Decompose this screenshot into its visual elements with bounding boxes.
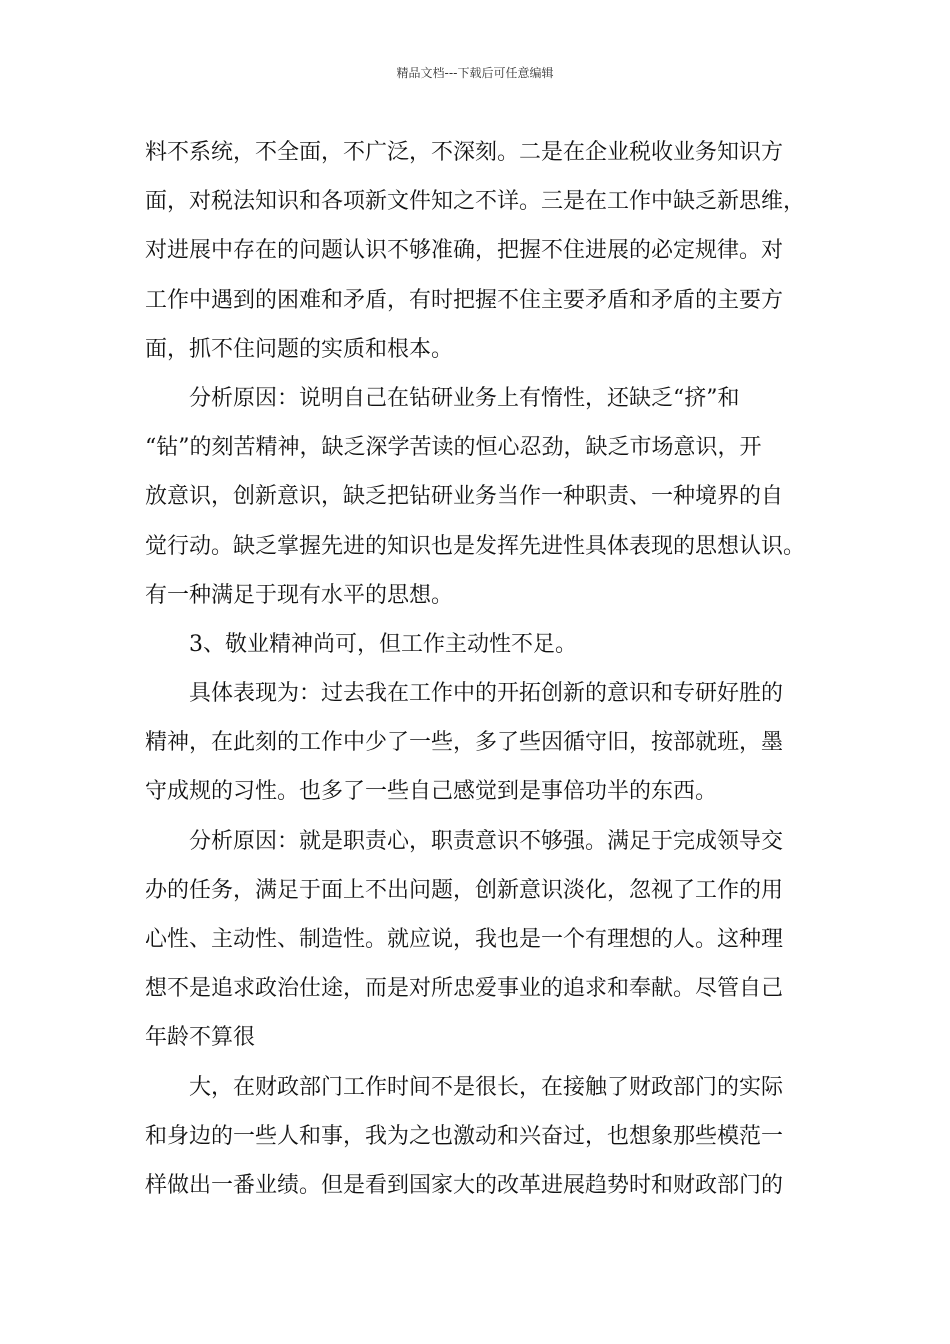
text-line: 料不系统，不全面，不广泛，不深刻。二是在企业税收业务知识方 <box>145 140 784 165</box>
text-line: 3、敬业精神尚可，但工作主动性不足。 <box>145 631 577 657</box>
page-header: 精品文档---下载后可任意编辑 <box>396 66 554 80</box>
text-line: 面，抓不住问题的实质和根本。 <box>145 336 454 362</box>
text-line: 精神，在此刻的工作中少了一些，多了些因循守旧，按部就班，墨 <box>145 730 784 756</box>
text-line: 守成规的习性。也多了一些自己感觉到是事倍功半的东西。 <box>145 779 718 805</box>
text-line: 放意识，创新意识，缺乏把钻研业务当作一种职责、一种境界的自 <box>145 484 784 510</box>
text-line: 办的任务，满足于面上不出问题，创新意识淡化，忽视了工作的用 <box>145 877 784 903</box>
text-line: 样做出一番业绩。但是看到国家大的改革进展趋势时和财政部门的 <box>145 1172 784 1198</box>
text-line: 和身边的一些人和事，我为之也激动和兴奋过，也想象那些模范一 <box>145 1123 784 1149</box>
text-line: 心性、主动性、制造性。就应说，我也是一个有理想的人。这种理 <box>145 927 784 952</box>
text-line: 具体表现为：过去我在工作中的开拓创新的意识和专研好胜的 <box>145 681 784 707</box>
text-line: 大，在财政部门工作时间不是很长，在接触了财政部门的实际 <box>145 1074 784 1100</box>
text-line: 工作中遇到的困难和矛盾，有时把握不住主要矛盾和矛盾的主要方 <box>145 287 784 313</box>
text-line: 对进展中存在的问题认识不够准确，把握不住进展的必定规律。对 <box>145 238 784 264</box>
text-line: “钻”的刻苦精神，缺乏深学苦读的恒心忍劲，缺乏市场意识，开 <box>145 435 762 461</box>
body-text <box>145 128 810 1210</box>
text-line: 觉行动。缺乏掌握先进的知识也是发挥先进性具体表现的思想认识。 <box>145 533 806 559</box>
text-line: 有一种满足于现有水平的思想。 <box>145 582 454 608</box>
text-line: 年龄不算很 <box>145 1025 256 1051</box>
text-line: 分析原因：就是职责心，职责意识不够强。满足于完成领导交 <box>145 828 784 854</box>
text-line: 面，对税法知识和各项新文件知之不详。三是在工作中缺乏新思维， <box>145 189 806 215</box>
text-line: 想不是追求政治仕途，而是对所忠爱事业的追求和奉献。尽管自己 <box>145 976 784 1002</box>
text-line: 分析原因：说明自己在钻研业务上有惰性，还缺乏“挤”和 <box>145 385 740 411</box>
